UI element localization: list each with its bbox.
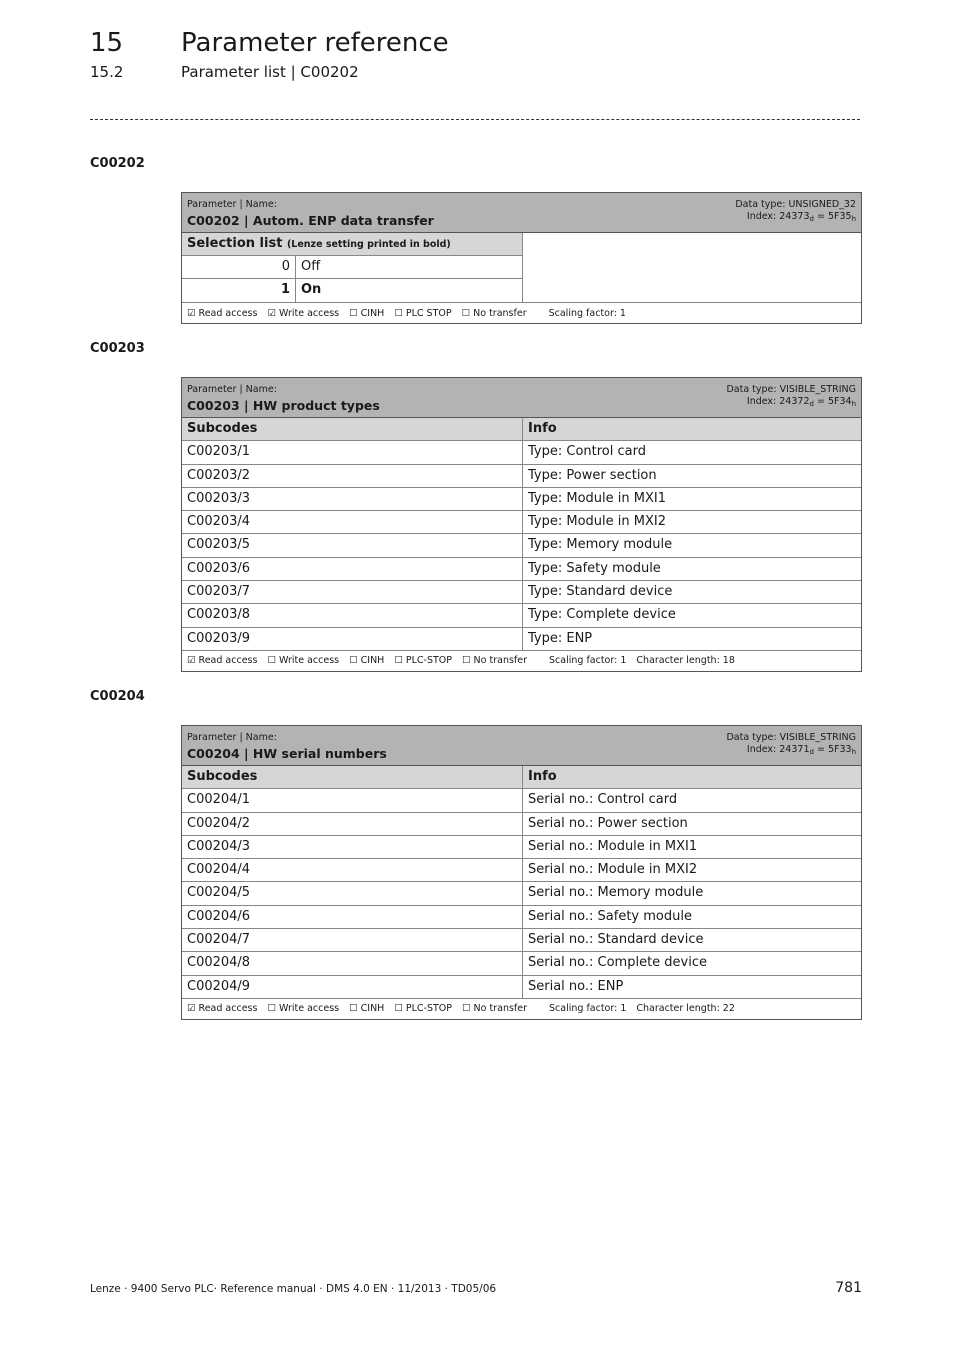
column-header-row: Subcodes Info xyxy=(182,766,861,789)
table-row: C00204/9 Serial no.: ENP xyxy=(182,976,861,999)
parameter-table-header xyxy=(182,193,861,233)
parameter-title: C00202 | Autom. ENP data transfer xyxy=(187,213,434,228)
table-row: C00203/8 Type: Complete device xyxy=(182,604,861,627)
header-divider xyxy=(90,119,860,120)
selection-option-default: 1 On xyxy=(182,279,522,302)
selection-list-blank xyxy=(523,233,861,302)
document-footer: Lenze · 9400 Servo PLC· Reference manual · DMS 4.0 EN · 11/2013 · TD05/06 xyxy=(90,1283,497,1295)
parameter-table-header xyxy=(182,378,861,418)
access-flags: ☑ Read access ☑ Write access ☐ CINH ☐ PLC STOP ☐ No transfer Scaling factor: 1 xyxy=(187,307,626,319)
parameter-name-label: Parameter | Name: xyxy=(187,199,277,210)
table-row: C00204/8 Serial no.: Complete device xyxy=(182,952,861,975)
data-type: Data type: VISIBLE_STRING xyxy=(726,384,856,395)
table-row: C00204/7 Serial no.: Standard device xyxy=(182,929,861,952)
parameter-title: C00203 | HW product types xyxy=(187,398,380,413)
table-row: C00203/4 Type: Module in MXI2 xyxy=(182,511,861,534)
table-row: C00204/6 Serial no.: Safety module xyxy=(182,906,861,929)
table-row: C00203/3 Type: Module in MXI1 xyxy=(182,488,861,511)
parameter-heading-c00203: C00203 xyxy=(90,341,145,356)
parameter-index: Index: $24373_d = 5F35_h$ xyxy=(746,211,856,223)
parameter-index: Index: $24372_d = 5F34_h$ xyxy=(746,396,856,408)
table-row: C00203/6 Type: Safety module xyxy=(182,558,861,581)
chapter-number: 15 xyxy=(90,28,124,58)
data-type: Data type: UNSIGNED_32 xyxy=(735,199,856,210)
parameter-heading-c00204: C00204 xyxy=(90,689,145,704)
table-row: C00203/2 Type: Power section xyxy=(182,465,861,488)
selection-list-header: Selection list (Lenze setting printed in bold) xyxy=(182,233,522,256)
table-row: C00204/3 Serial no.: Module in MXI1 xyxy=(182,836,861,859)
table-row: C00203/9 Type: ENP xyxy=(182,628,861,651)
table-row: C00204/5 Serial no.: Memory module xyxy=(182,882,861,905)
parameter-heading-c00202: C00202 xyxy=(90,156,145,171)
section-title: Parameter list | C00202 xyxy=(181,63,359,81)
selection-option: 0 Off xyxy=(182,256,522,279)
parameter-table-c00202 xyxy=(181,192,862,324)
parameter-table-header xyxy=(182,726,861,766)
parameter-table-c00203 xyxy=(181,377,862,672)
table-row: C00204/2 Serial no.: Power section xyxy=(182,813,861,836)
parameter-name-label: Parameter | Name: xyxy=(187,384,277,395)
chapter-title: Parameter reference xyxy=(181,28,449,58)
parameter-index: Index: $24371_d = 5F33_h$ xyxy=(746,744,856,756)
table-row: C00203/1 Type: Control card xyxy=(182,441,861,464)
table-row: C00203/5 Type: Memory module xyxy=(182,534,861,557)
table-row: C00203/7 Type: Standard device xyxy=(182,581,861,604)
access-flags: ☑ Read access ☐ Write access ☐ CINH ☐ PLC-STOP ☐ No transfer Scaling factor: 1 Character length: 18 xyxy=(187,655,735,667)
table-row: C00204/1 Serial no.: Control card xyxy=(182,789,861,812)
access-flags: ☑ Read access ☐ Write access ☐ CINH ☐ PLC-STOP ☐ No transfer Scaling factor: 1 Character length: 22 xyxy=(187,1003,735,1015)
table-row: C00204/4 Serial no.: Module in MXI2 xyxy=(182,859,861,882)
parameter-name-label: Parameter | Name: xyxy=(187,732,277,743)
data-type: Data type: VISIBLE_STRING xyxy=(726,732,856,743)
page-number: 781 xyxy=(835,1280,862,1296)
section-number: 15.2 xyxy=(90,63,124,81)
selection-list xyxy=(182,233,861,303)
parameter-table-c00204 xyxy=(181,725,862,1020)
column-header-row: Subcodes Info xyxy=(182,418,861,441)
parameter-title: C00204 | HW serial numbers xyxy=(187,746,387,761)
